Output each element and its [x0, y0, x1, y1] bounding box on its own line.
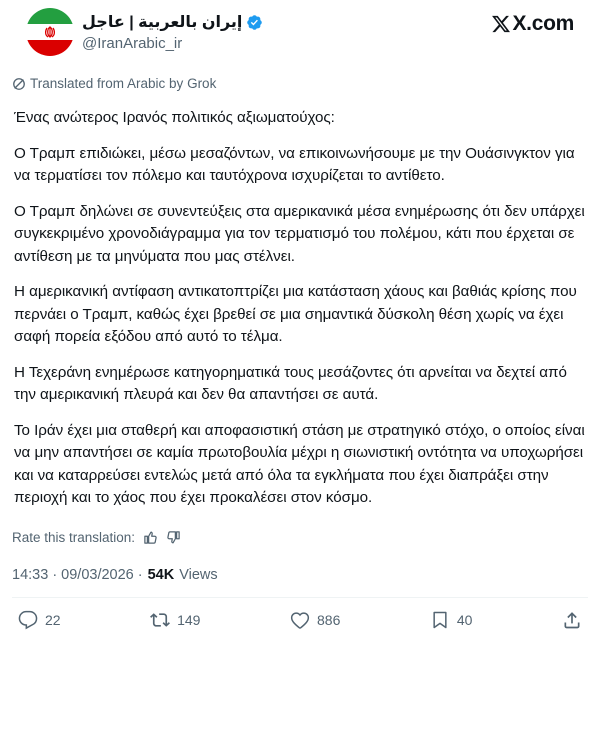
- like-count: 886: [317, 611, 341, 628]
- share-icon: [562, 610, 582, 630]
- post-timestamp[interactable]: 14:33 · 09/03/2026 ·: [12, 566, 143, 583]
- rate-translation: [12, 530, 588, 545]
- views-label: Views: [179, 566, 218, 583]
- avatar[interactable]: [26, 8, 74, 56]
- bookmark-count: 40: [456, 611, 473, 628]
- grok-icon: [12, 77, 26, 91]
- site-logo: [491, 12, 574, 36]
- reply-button[interactable]: [18, 610, 61, 630]
- post-paragraph: Το Ιράν έχει μια σταθερή και αποφασιστική στάση με στρατηγικό στόχο, ο οποίος είναι να μην απαντήσει σε καμία πρωτοβουλία μέχρι η σιωνιστική οντότητα να υποχωρήσει και να καταρρεύσει εντελώς μετά από όλα τα εγκλήματα που έχει διαπράξει στην περιοχή και το χάος που έχει προκαλέσει στον κόσμο.: [14, 421, 585, 506]
- account-names: [82, 12, 263, 52]
- translation-note: [12, 76, 588, 91]
- bookmark-icon: [430, 610, 450, 630]
- iran-flag-icon: [26, 8, 74, 56]
- repost-count: 149: [177, 611, 201, 628]
- bookmark-button[interactable]: [430, 610, 473, 630]
- account-handle[interactable]: @IranArabic_ir: [82, 35, 183, 52]
- translation-note-text: Translated from Arabic by Grok: [30, 76, 217, 91]
- thumbs-down-icon[interactable]: [166, 530, 181, 545]
- share-button[interactable]: [562, 610, 582, 630]
- action-bar: [12, 598, 588, 630]
- reply-count: 22: [45, 611, 61, 628]
- post-meta: [12, 567, 588, 583]
- verified-badge-icon: [246, 14, 263, 31]
- post-body: [12, 107, 588, 510]
- views-count: 54K: [147, 566, 175, 583]
- rate-translation-label: Rate this translation:: [12, 529, 136, 545]
- reply-icon: [18, 610, 38, 630]
- post-header: [12, 0, 588, 68]
- repost-button[interactable]: [150, 610, 200, 630]
- post-paragraph: Ένας ανώτερος Ιρανός πολιτικός αξιωματούχος:: [14, 109, 335, 126]
- repost-icon: [150, 610, 170, 630]
- post-paragraph: Ο Τραμπ επιδιώκει, μέσω μεσαζόντων, να επικοινωνήσουμε με την Ουάσινγκτον για να τερματίσει τον πόλεμο και ταυτόχρονα ισχυρίζεται το αντίθετο.: [14, 144, 575, 184]
- site-logo-text: X.com: [512, 12, 574, 35]
- post-paragraph: Η Τεχεράνη ενημέρωσε κατηγορηματικά τους μεσάζοντες ότι αρνείται να δεχτεί από την αμερικανική πλευρά και δεν θα απαντήσει σε αυτά.: [14, 363, 567, 403]
- post-paragraph: Ο Τραμπ δηλώνει σε συνεντεύξεις στα αμερικανικά μέσα ενημέρωσης ότι δεν υπάρχει συγκεκριμένο χρονοδιάγραμμα για τον τερματισμό του πολέμου, κάτι που έρχεται σε αντίθεση με τα μηνύματα που μας στέλνει.: [14, 202, 585, 265]
- like-icon: [290, 610, 310, 630]
- post-paragraph: Η αμερικανική αντίφαση αντικατοπτρίζει μια κατάσταση χάους και βαθιάς κρίσης που περνάει ο Τραμπ, καθώς έχει βρεθεί σε μια σημαντικά δύσκολη θέση χωρίς να έχει σαφή πορεία εξόδου από αυτό το τέλμα.: [14, 283, 577, 345]
- x-logo-icon: [491, 14, 511, 34]
- display-name[interactable]: إيران بالعربية | عاجل: [82, 14, 243, 31]
- thumbs-up-icon[interactable]: [143, 530, 158, 545]
- like-button[interactable]: [290, 610, 340, 630]
